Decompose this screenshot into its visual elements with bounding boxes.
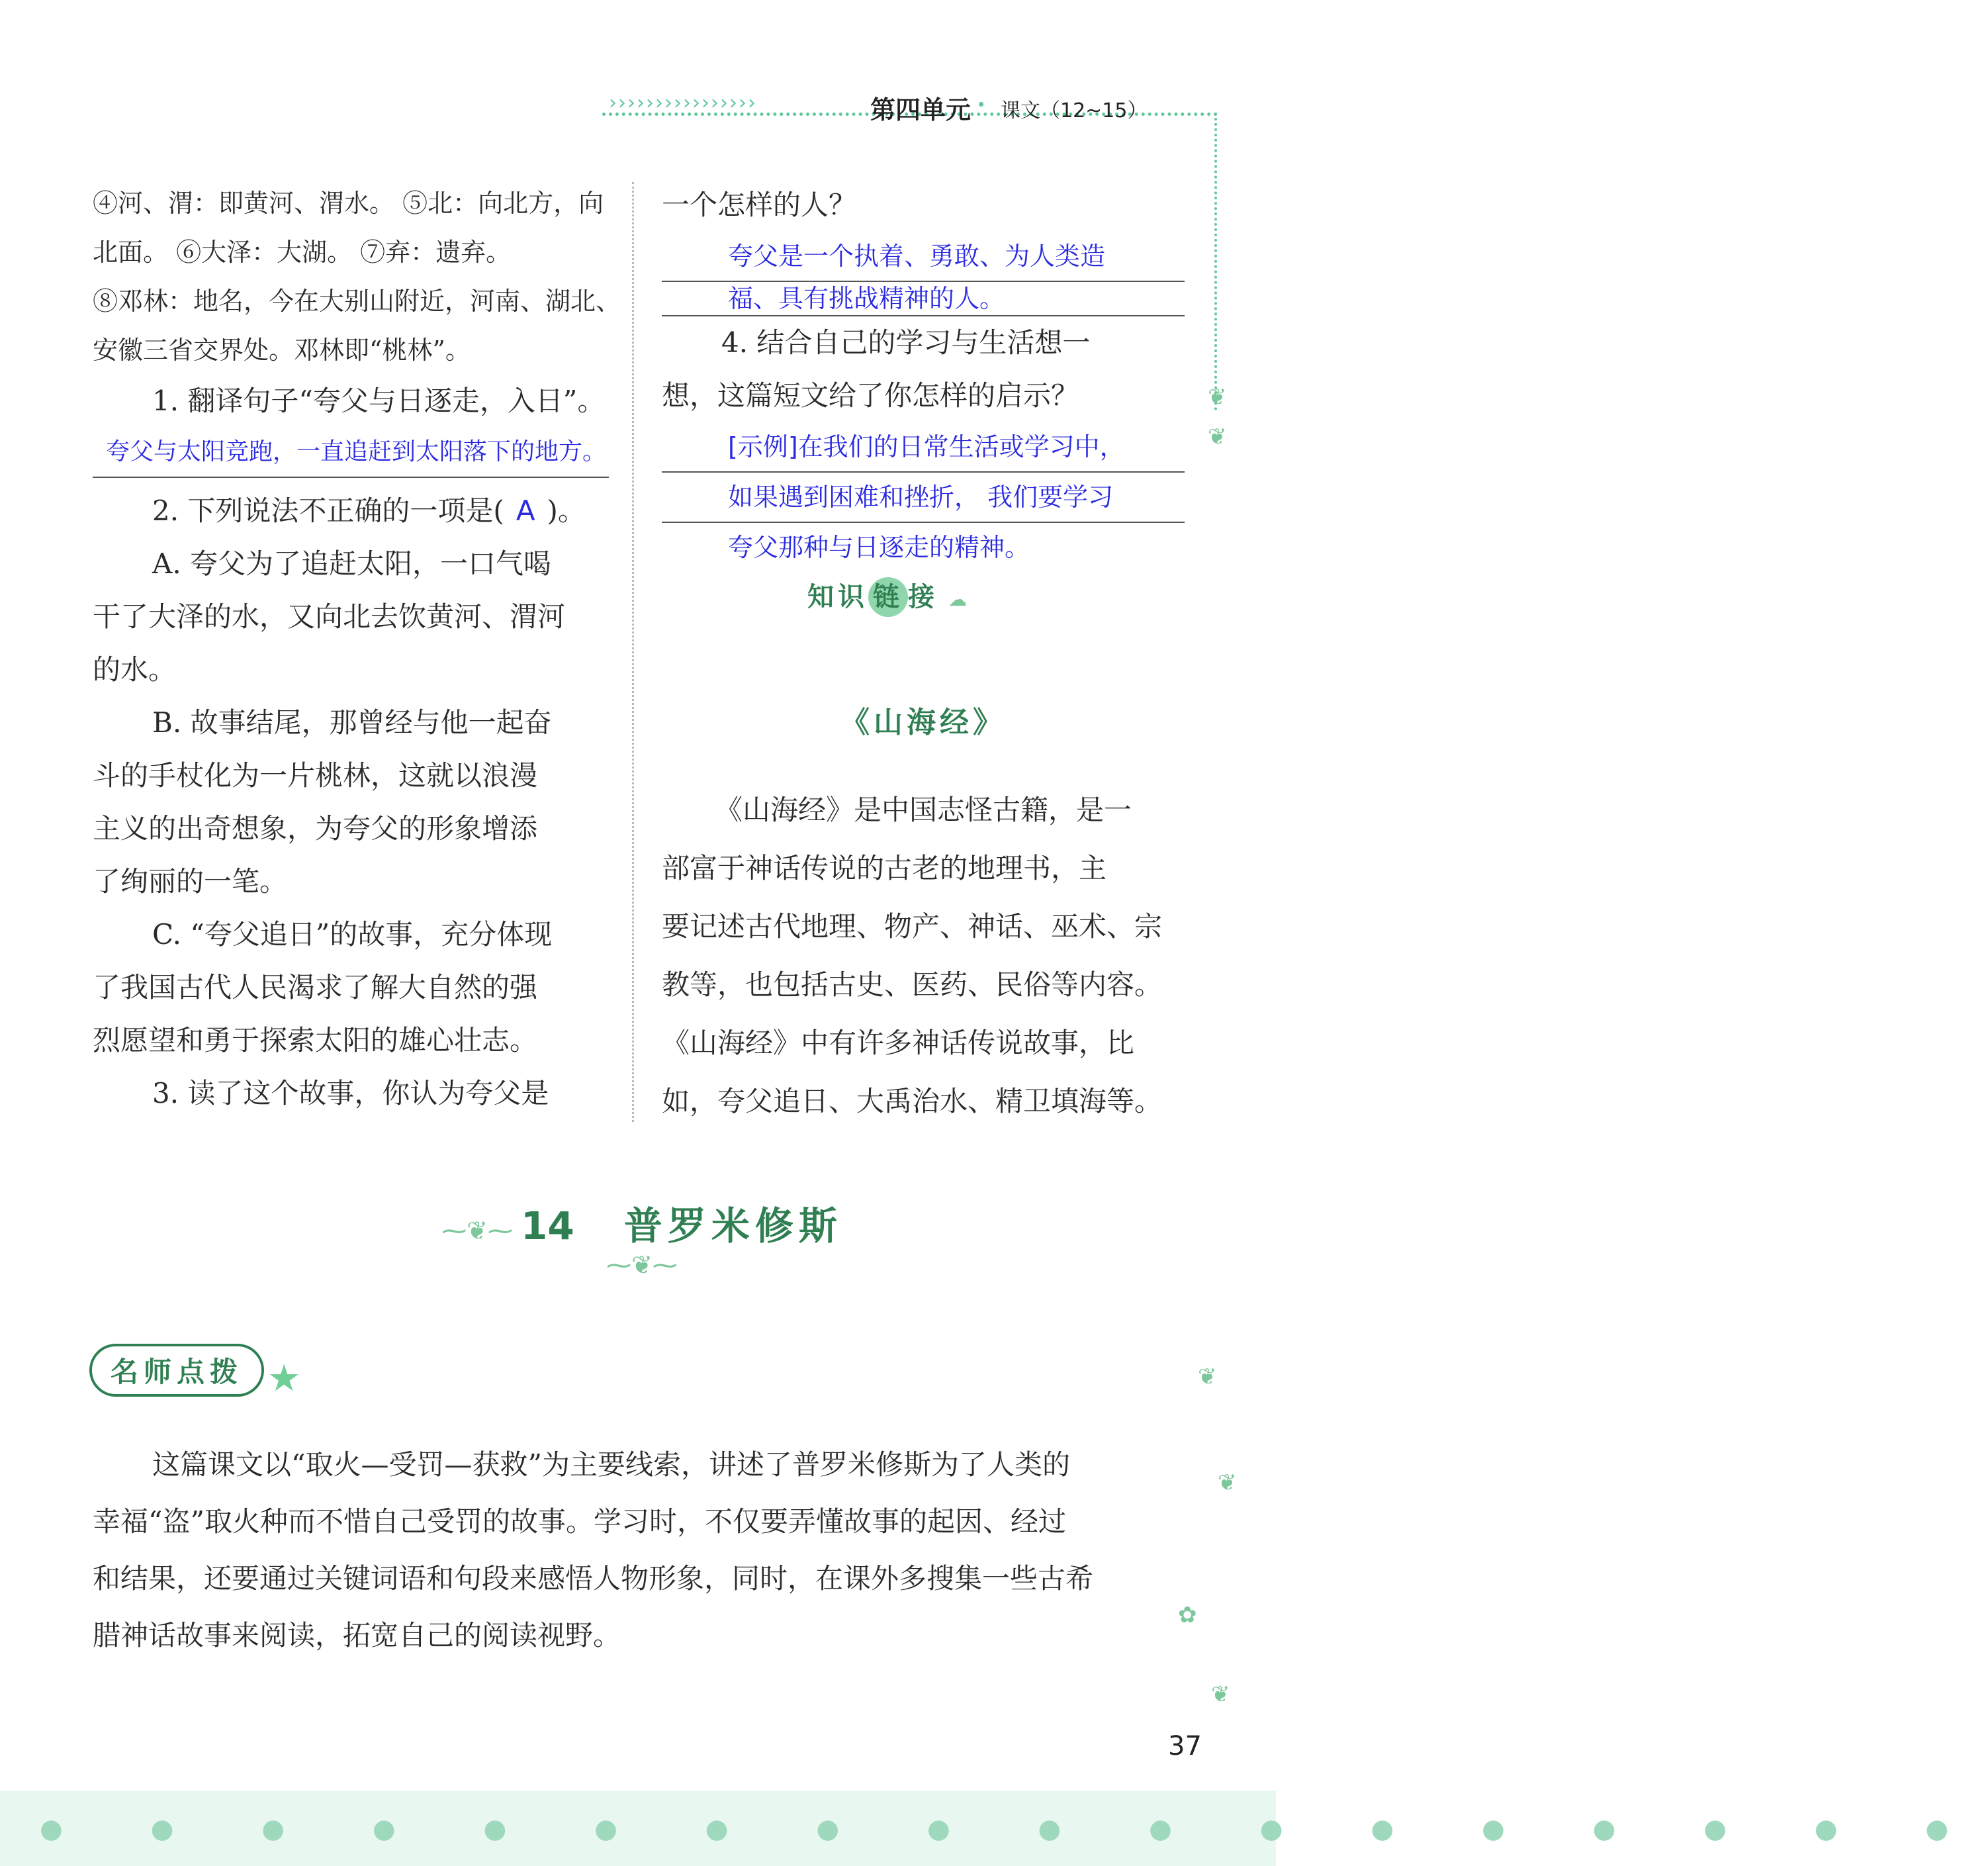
option-c: 烈愿望和勇于探索太阳的雄心壮志。	[93, 1024, 538, 1056]
option-a: 干了大泽的水，又向北去饮黄河、渭河	[93, 600, 566, 633]
option-b: B. 故事结尾，那曾经与他一起奋	[152, 706, 552, 739]
question-3-continued: 一个怎样的人？	[662, 189, 857, 221]
tips-line: 腊神话故事来阅读，拓宽自己的阅读视野。	[93, 1619, 621, 1652]
shj-line: 要记述古代地理、物产、神话、巫术、宗	[662, 910, 1163, 943]
note-line: ⑧邓林：地名，今在大别山附近，河南、湖北、	[93, 287, 621, 316]
knowledge-label-highlight: 链	[868, 577, 908, 617]
lesson-name: 普罗米修斯	[623, 1203, 842, 1248]
header-dot: ·	[977, 89, 986, 119]
question-3: 3. 读了这个故事，你认为夸父是	[152, 1077, 549, 1109]
answer-1: 夸父与太阳竞跑，一直追赶到太阳落下的地方。	[93, 428, 609, 478]
answer-2: A	[516, 494, 535, 527]
answer-4: 如果遇到困难和挫折， 我们要学习	[662, 473, 1185, 523]
left-column	[93, 179, 621, 1120]
lesson-title	[410, 1195, 874, 1280]
leaf-icon: ❦	[1198, 1364, 1217, 1390]
column-divider	[632, 182, 634, 1122]
teacher-tips-pill: 名师点拨	[89, 1344, 264, 1397]
footer-dots-decoration: ● ● ● ● ● ● ● ● ● ● ● ● ● ● ● ● ● ●	[40, 1814, 1988, 1844]
tips-line: 这篇课文以“取火—受罚—获救”为主要线索，讲述了普罗米修斯为了人类的	[152, 1448, 1070, 1481]
leaf-icon: ❦	[1211, 1681, 1230, 1708]
shj-line: 《山海经》是中国志怪古籍，是一	[715, 794, 1132, 826]
unit-title: 第四单元	[870, 95, 971, 124]
teacher-tips-paragraph	[93, 1436, 1185, 1664]
lesson-range: 课文（12~15）	[1001, 99, 1148, 122]
shj-line: 教等，也包括古史、医药、民俗等内容。	[662, 968, 1163, 1001]
leaf-icon: ❦	[1208, 424, 1227, 450]
answer-3: 夸父是一个执着、勇敢、为人类造	[662, 232, 1185, 282]
note-line: 北面。 ⑥大泽：大湖。 ⑦弃：遗弃。	[93, 238, 512, 267]
answer-4: [示例]在我们的日常生活或学习中，	[662, 422, 1185, 473]
option-a: A. 夸父为了追赶太阳，一口气喝	[152, 547, 552, 580]
tips-line: 幸福“盗”取火种而不惜自己受罚的故事。学习时，不仅要弄懂故事的起因、经过	[93, 1505, 1066, 1538]
question-4: 想，这篇短文给了你怎样的启示？	[662, 379, 1079, 412]
option-b: 了绚丽的一笔。	[93, 865, 288, 898]
question-2-end: )。	[547, 494, 586, 527]
tips-line: 和结果，还要通过关键词语和句段来感悟人物形象，同时，在课外多搜集一些古希	[93, 1562, 1094, 1595]
knowledge-label-text: 知识	[807, 582, 868, 612]
question-1: 1. 翻译句子“夸父与日逐走，入日”。	[152, 385, 606, 417]
flower-icon: ✿	[1178, 1602, 1197, 1628]
shanhaijing-text	[662, 781, 1191, 1131]
side-vine-decoration	[1171, 1337, 1251, 1761]
note-line: ④河、渭：即黄河、渭水。 ⑤北：向北方，向	[93, 189, 604, 218]
header-arrows: ››››››››››››››››	[609, 91, 757, 115]
question-2-text: 2. 下列说法不正确的一项是(	[152, 494, 504, 527]
option-c: 了我国古代人民渴求了解大自然的强	[93, 971, 538, 1003]
right-dotted-border	[1214, 113, 1217, 410]
option-c: C. “夸父追日”的故事，充分体现	[152, 918, 553, 951]
question-2	[93, 485, 609, 537]
answer-4: 夸父那种与日逐走的精神。	[728, 533, 1030, 562]
knowledge-link-label	[807, 576, 1006, 622]
lesson-number: 14	[521, 1203, 574, 1248]
leaf-icon: ❦	[1208, 384, 1227, 410]
shj-line: 部富于神话传说的古老的地理书，主	[662, 852, 1107, 884]
shanhaijing-title: 《山海经》	[840, 706, 1006, 739]
star-icon: ★	[267, 1357, 301, 1400]
cloud-icon: ☁	[948, 588, 968, 610]
knowledge-label-text: 接	[908, 582, 938, 612]
leaf-icon: ❦	[1218, 1469, 1237, 1496]
shj-line: 如，夸父追日、大禹治水、精卫填海等。	[662, 1085, 1163, 1117]
option-b: 主义的出奇想象，为夸父的形象增添	[93, 812, 538, 845]
option-b: 斗的手杖化为一片桃林，这就以浪漫	[93, 759, 538, 792]
teacher-tips-label	[89, 1344, 328, 1403]
vine-right-icon: ⁓❦⁓	[606, 1250, 678, 1280]
question-4: 4. 结合自己的学习与生活想一	[721, 326, 1091, 359]
option-a: 的水。	[93, 653, 177, 686]
right-column	[662, 179, 1185, 572]
shj-line: 《山海经》中有许多神话传说故事，比	[662, 1027, 1135, 1059]
answer-3: 福、具有挑战精神的人。	[662, 282, 1185, 316]
vine-left-icon: ⁓❦⁓	[441, 1216, 521, 1245]
page-number: 37	[1168, 1731, 1202, 1761]
note-line: 安徽三省交界处。邓林即“桃林”。	[93, 336, 471, 365]
